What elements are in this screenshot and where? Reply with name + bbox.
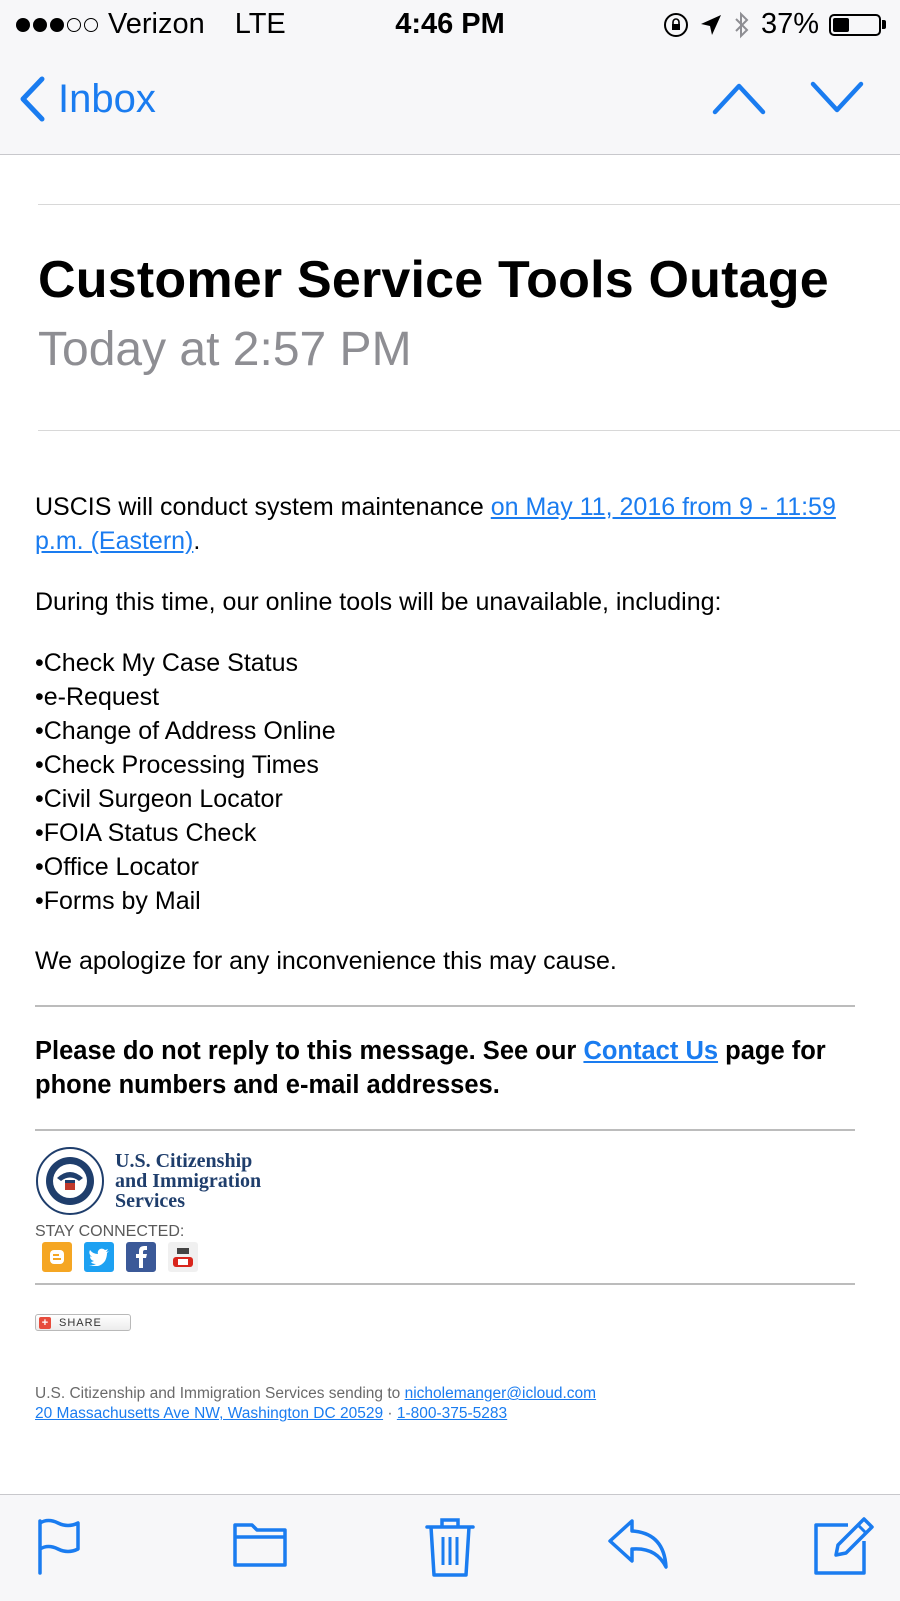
- list-item: •e-Request: [35, 683, 160, 711]
- uscis-name: U.S. Citizenship and Immigration Services: [115, 1150, 262, 1212]
- stay-connected-label: STAY CONNECTED:: [35, 1223, 185, 1240]
- header-bottom-divider: [38, 430, 900, 431]
- share-label: SHARE: [59, 1316, 102, 1329]
- recipient-email-link[interactable]: nicholemanger@icloud.com: [404, 1385, 597, 1402]
- unavailable-tools-list: [35, 646, 855, 918]
- email-footer: [35, 1384, 596, 1424]
- header-top-divider: [38, 204, 900, 205]
- compose-icon[interactable]: [812, 1515, 874, 1577]
- status-bar: [0, 0, 900, 50]
- share-button[interactable]: [35, 1314, 131, 1331]
- do-not-reply-note: [35, 1034, 865, 1102]
- youtube-icon[interactable]: [168, 1242, 198, 1272]
- twitter-icon[interactable]: [84, 1242, 114, 1272]
- list-item: •Forms by Mail: [35, 887, 201, 915]
- intro-end: .: [193, 527, 201, 555]
- location-arrow-icon: [699, 13, 723, 37]
- back-label: Inbox: [58, 76, 156, 121]
- dhs-seal-icon: [35, 1146, 105, 1216]
- reply-icon[interactable]: [606, 1515, 670, 1571]
- folder-icon[interactable]: [232, 1515, 288, 1571]
- bottom-toolbar: [0, 1494, 900, 1601]
- uscis-logo[interactable]: [35, 1146, 261, 1216]
- apology-paragraph: We apologize for any inconvenience this may cause.: [35, 947, 617, 975]
- phone-link[interactable]: 1-800-375-5283: [396, 1405, 508, 1422]
- nav-bar: [0, 50, 900, 155]
- status-time: 4:46 PM: [395, 8, 505, 40]
- carrier-name: Verizon: [108, 8, 205, 40]
- list-item: •Check My Case Status: [35, 649, 299, 677]
- bluetooth-icon: [733, 11, 751, 39]
- during-paragraph: During this time, our online tools will be unavailable, including:: [35, 588, 722, 616]
- note-prefix: Please do not reply to this message. See our: [35, 1037, 584, 1065]
- share-plus-icon: +: [39, 1317, 51, 1329]
- email-date: Today at 2:57 PM: [38, 323, 412, 376]
- social-links: [42, 1242, 198, 1272]
- footer-separator: ·: [383, 1405, 397, 1422]
- note-suffix: page for phone numbers and e-mail addresses.: [35, 1037, 826, 1099]
- network-type: LTE: [234, 8, 286, 40]
- battery-icon: [829, 14, 881, 36]
- status-right: [663, 8, 886, 41]
- flag-icon[interactable]: [36, 1515, 82, 1575]
- battery-percent: 37%: [760, 8, 819, 40]
- footer-sender: U.S. Citizenship and Immigration Services sending to: [35, 1385, 405, 1402]
- facebook-icon[interactable]: [126, 1242, 156, 1272]
- list-item: •Office Locator: [35, 853, 199, 881]
- intro-paragraph: [35, 490, 855, 558]
- body-divider: [35, 1005, 855, 1007]
- maintenance-date-link[interactable]: on May 11, 2016 from 9 - 11:59 p.m. (Eastern): [35, 493, 836, 555]
- social-divider: [35, 1283, 855, 1285]
- blogger-icon[interactable]: [42, 1242, 72, 1272]
- address-link[interactable]: 20 Massachusetts Ave NW, Washington DC 20529: [35, 1405, 384, 1422]
- previous-message-button[interactable]: [712, 78, 766, 118]
- contact-us-link[interactable]: Contact Us: [583, 1037, 719, 1065]
- trash-icon[interactable]: [424, 1515, 476, 1579]
- list-item: •FOIA Status Check: [35, 819, 257, 847]
- signature-divider: [35, 1129, 855, 1131]
- next-message-button[interactable]: [810, 78, 864, 118]
- list-item: •Change of Address Online: [35, 717, 336, 745]
- back-to-inbox-button[interactable]: [18, 76, 156, 122]
- list-item: •Check Processing Times: [35, 751, 319, 779]
- intro-text: USCIS will conduct system maintenance: [35, 493, 491, 521]
- chevron-left-icon: [18, 76, 46, 122]
- email-subject: Customer Service Tools Outage: [38, 251, 829, 309]
- list-item: •Civil Surgeon Locator: [35, 785, 283, 813]
- orientation-lock-icon: [663, 12, 689, 38]
